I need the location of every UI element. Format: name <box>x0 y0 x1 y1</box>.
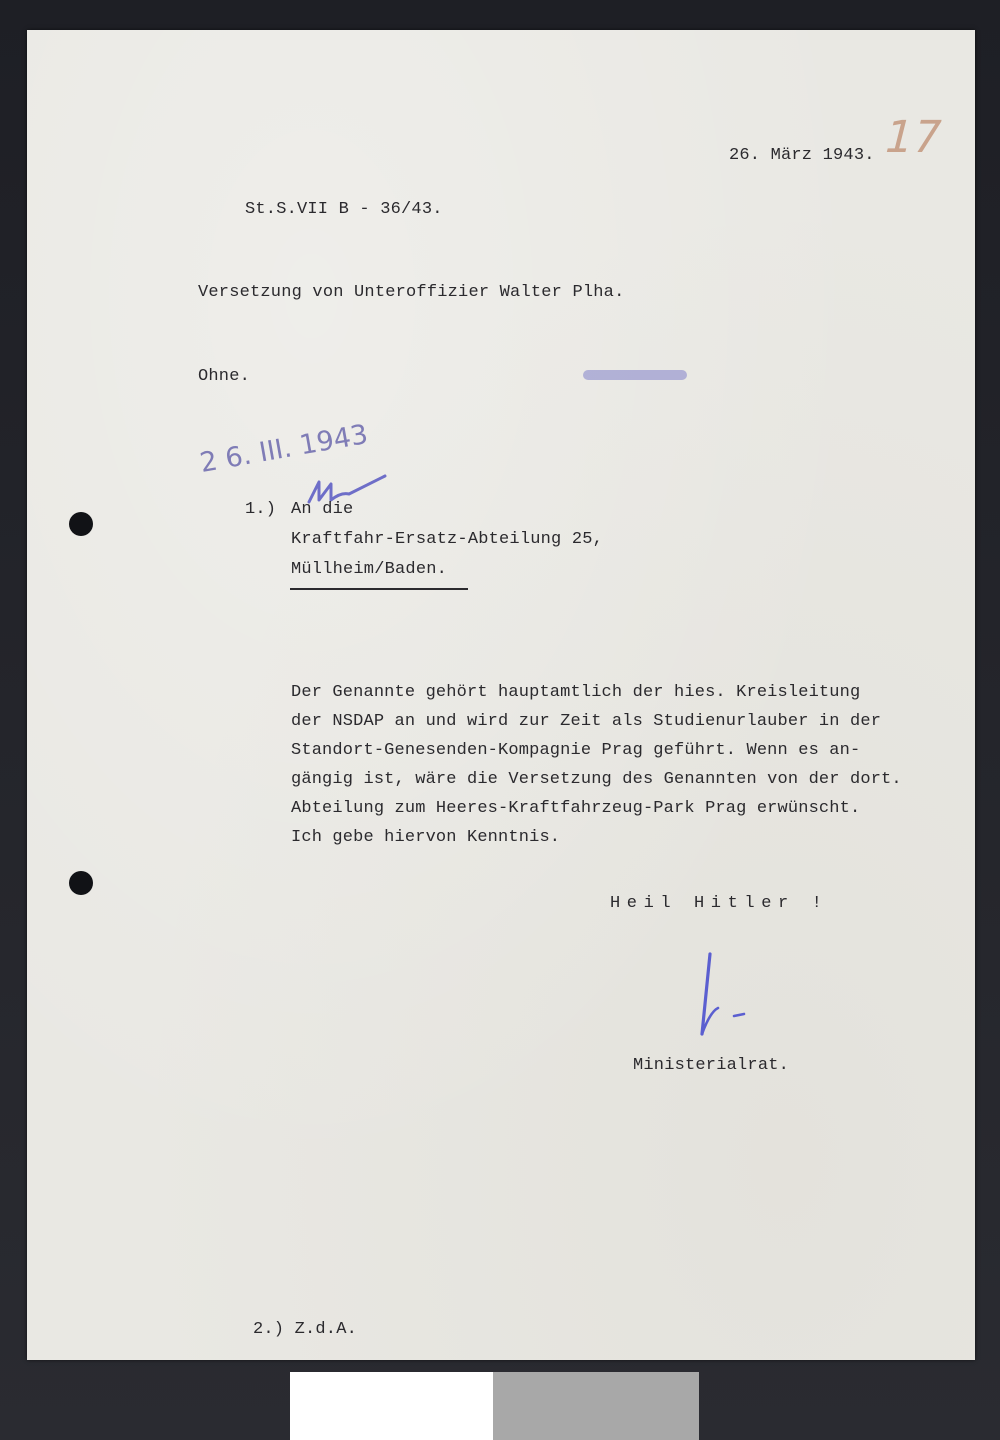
addressee-line-3: Müllheim/Baden. <box>291 560 448 579</box>
body-line: Der Genannte gehört hauptamtlich der hies. Kreisleitung <box>291 683 861 702</box>
body-line: Ich gebe hiervon Kenntnis. <box>291 828 561 847</box>
subject-line: Versetzung von Unteroffizier Walter Plha. <box>198 283 625 302</box>
punch-hole <box>69 871 93 895</box>
punch-hole <box>69 512 93 536</box>
addressee-underline <box>290 588 468 590</box>
body-line: der NSDAP an und wird zur Zeit als Studienurlauber in der <box>291 712 882 731</box>
document-page <box>27 30 975 1360</box>
signature <box>688 950 758 1045</box>
folio-number: 17 <box>878 112 948 163</box>
reference-number: St.S.VII B - 36/43. <box>245 200 443 219</box>
enclosure-note: Ohne. <box>198 367 251 386</box>
body-line: Standort-Genesenden-Kompagnie Prag geführt. Wenn es an- <box>291 741 861 760</box>
calibration-strip-grey <box>493 1372 699 1440</box>
signer-title: Ministerialrat. <box>633 1056 790 1075</box>
body-line: Abteilung zum Heeres-Kraftfahrzeug-Park Prag erwünscht. <box>291 799 861 818</box>
body-line: gängig ist, wäre die Versetzung des Genannten von der dort. <box>291 770 902 789</box>
filing-note: 2.) Z.d.A. <box>253 1320 358 1339</box>
addressee-line-2: Kraftfahr-Ersatz-Abteilung 25, <box>291 530 604 549</box>
document-date: 26. März 1943. <box>729 146 875 165</box>
closing-salutation: Heil Hitler ! <box>610 894 829 913</box>
received-date-stamp: 2 6. III. 1943 <box>197 418 371 479</box>
calibration-strip-white <box>290 1372 493 1440</box>
ink-smudge <box>583 370 687 380</box>
addressee-number: 1.) <box>245 500 277 519</box>
addressee-line-1: An die <box>291 500 354 519</box>
